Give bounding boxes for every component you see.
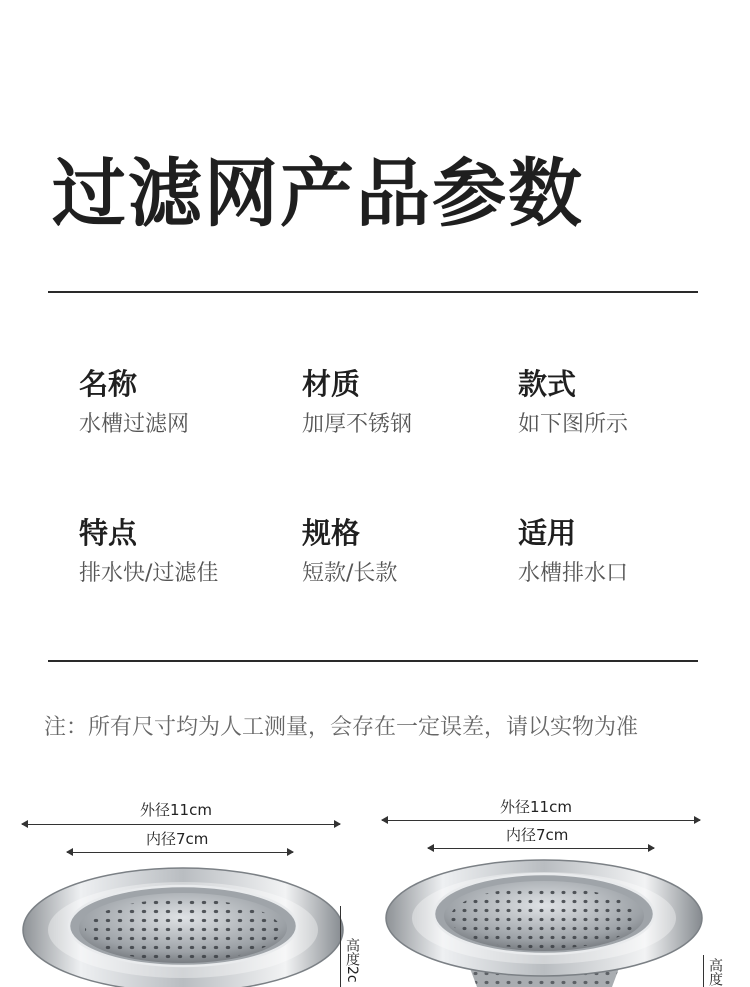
- inner-diameter-label: 内径7cm: [146, 830, 209, 848]
- outer-diameter-arrow: [22, 824, 340, 825]
- height-line: [703, 955, 704, 987]
- param-label: 适用: [518, 516, 577, 550]
- param-label: 材质: [302, 367, 361, 401]
- outer-diameter-label: 外径11cm: [140, 801, 212, 819]
- param-value: 短款/长款: [302, 560, 398, 586]
- outer-diameter-label: 外径11cm: [500, 798, 572, 816]
- inner-diameter-label: 内径7cm: [506, 826, 569, 844]
- page-title: 过滤网产品参数: [52, 151, 584, 237]
- param-feature: [79, 516, 218, 588]
- param-value: 水槽排水口: [518, 560, 629, 586]
- arrow-left-icon: [21, 820, 28, 828]
- long-strainer-image: [382, 852, 706, 987]
- param-label: 特点: [79, 516, 138, 550]
- param-style: [518, 367, 628, 439]
- arrow-left-icon: [381, 816, 388, 824]
- param-value: 排水快/过滤佳: [79, 560, 219, 586]
- short-strainer-image: [18, 862, 348, 987]
- arrow-left-icon: [427, 844, 434, 852]
- param-label: 款式: [518, 367, 577, 401]
- height-label: 高度2c: [344, 938, 360, 983]
- arrow-right-icon: [694, 816, 701, 824]
- param-label: 名称: [79, 367, 138, 401]
- divider-top: [48, 291, 698, 293]
- arrow-right-icon: [648, 844, 655, 852]
- param-label: 规格: [302, 516, 361, 550]
- inner-diameter-arrow: [428, 848, 654, 849]
- param-spec: [302, 516, 397, 588]
- param-value: 水槽过滤网: [79, 411, 190, 437]
- height-line: [340, 906, 341, 987]
- param-value: 如下图所示: [518, 411, 629, 437]
- inner-diameter-arrow: [67, 852, 293, 853]
- height-label: 高度: [707, 958, 723, 986]
- arrow-right-icon: [334, 820, 341, 828]
- param-usage: [518, 516, 628, 588]
- arrow-right-icon: [287, 848, 294, 856]
- param-material: [302, 367, 412, 439]
- outer-diameter-arrow: [382, 820, 700, 821]
- param-value: 加厚不锈钢: [302, 411, 413, 437]
- arrow-left-icon: [66, 848, 73, 856]
- measurement-note: 注：所有尺寸均为人工测量，会存在一定误差，请以实物为准: [44, 715, 639, 740]
- param-name: [79, 367, 189, 439]
- divider-bottom: [48, 660, 698, 662]
